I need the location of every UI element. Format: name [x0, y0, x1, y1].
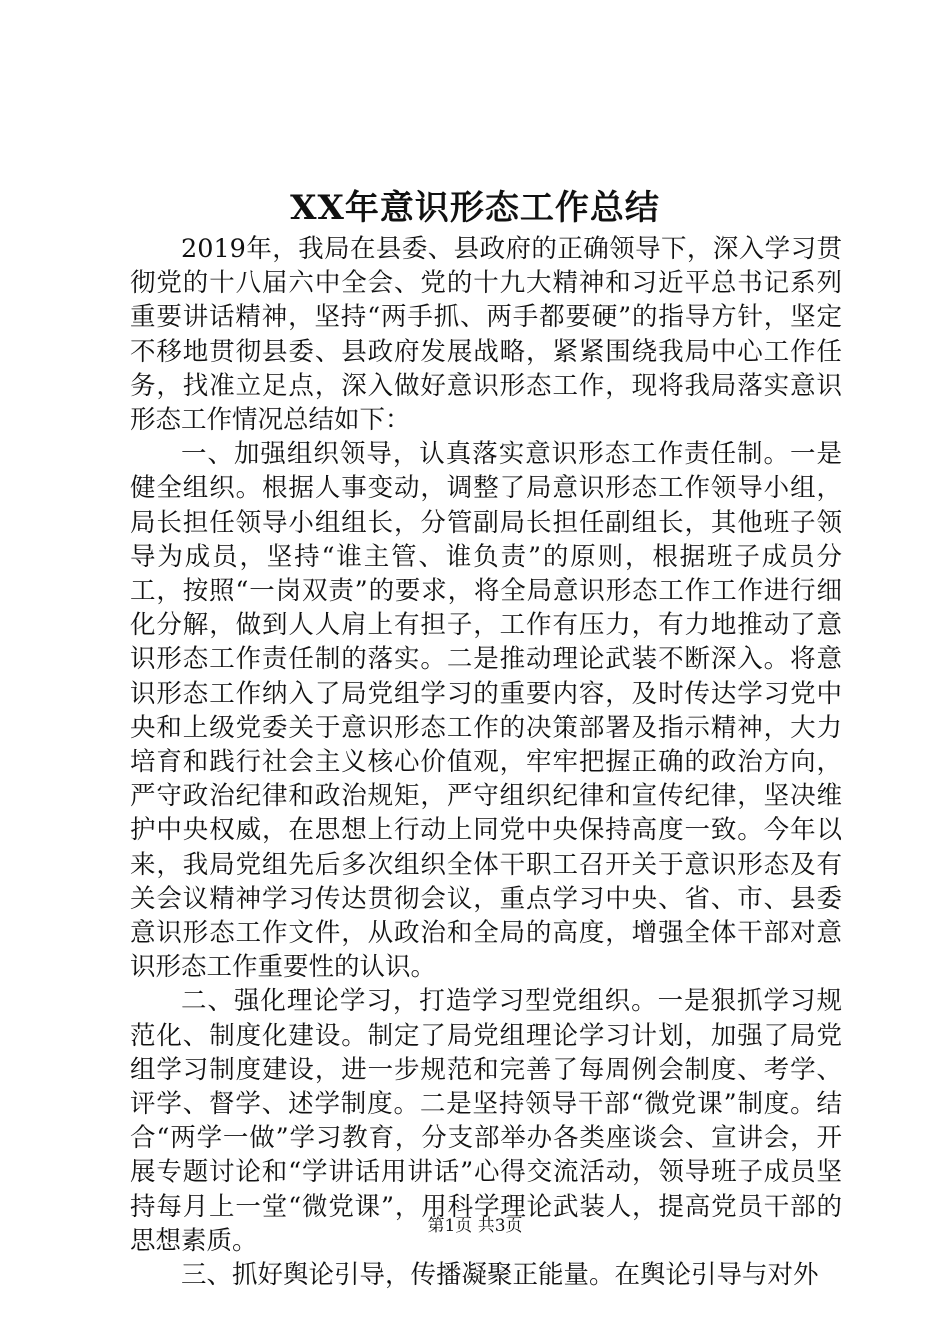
paragraph-section-3: 三、抓好舆论引导，传播凝聚正能量。在舆论引导与对外	[181, 1260, 819, 1291]
paragraph-section-1: 一、加强组织领导，认真落实意识形态工作责任制。一是健全组织。根据人事变动，调整了局意识形态工作领导小组，局长担任领导小组组长，分管副局长担任副组长，其他班子领导为成员，坚持“谁主管、谁负责”的原则，根据班子成员分工，按照“一岗双责”的要求，将全局意识形态工作工作进行细化分解，做到人人肩上有担子，工作有压力，有力地推动了意识形态工作责任制的落实。二是推动理论武装不断深入。将意识形态工作纳入了局党组学习的重要内容，及时传达学习党中央和上级党委关于意识形态工作的决策部署及指示精神，大力培育和践行社会主义核心价值观，牢牢把握正确的政治方向，严守政治纪律和政治规矩，严守组织纪律和宣传纪律，坚决维护中央权威，在思想上行动上同党中央保持高度一致。今年以来，我局党组先后多次组织全体干职工召开关于意识形态及有关会议精神学习传达贯彻会议，重点学习中央、省、市、县委意识形态工作文件，从政治和全局的高度，增强全体干部对意识形态工作重要性的认识。	[130, 439, 842, 983]
document-body	[130, 232, 842, 1292]
paragraph-section-2: 二、强化理论学习，打造学习型党组织。一是狠抓学习规范化、制度化建设。制定了局党组理论学习计划，加强了局党组学习制度建设，进一步规范和完善了每周例会制度、考学、评学、督学、述学制度。二是坚持领导干部“微党课”制度。结合“两学一做”学习教育，分支部举办各类座谈会、宣讲会，开展专题讨论和“学讲话用讲话”心得交流活动，领导班子成员坚持每月上一堂“微党课”，用科学理论武装人，提高党员干部的思想素质。	[130, 986, 842, 1256]
paragraph-intro: 2019年，我局在县委、县政府的正确领导下，深入学习贯彻党的十八届六中全会、党的十九大精神和习近平总书记系列重要讲话精神，坚持“两手抓、两手都要硬”的指导方针，坚定不移地贯彻县委、县政府发展战略，紧紧围绕我局中心工作任务，找准立足点，深入做好意识形态工作，现将我局落实意识形态工作情况总结如下：	[130, 234, 842, 436]
document-title: XX年意识形态工作总结	[290, 188, 660, 228]
page-footer	[0, 1215, 950, 1237]
page-number-label: 第1页 共3页	[427, 1216, 523, 1236]
